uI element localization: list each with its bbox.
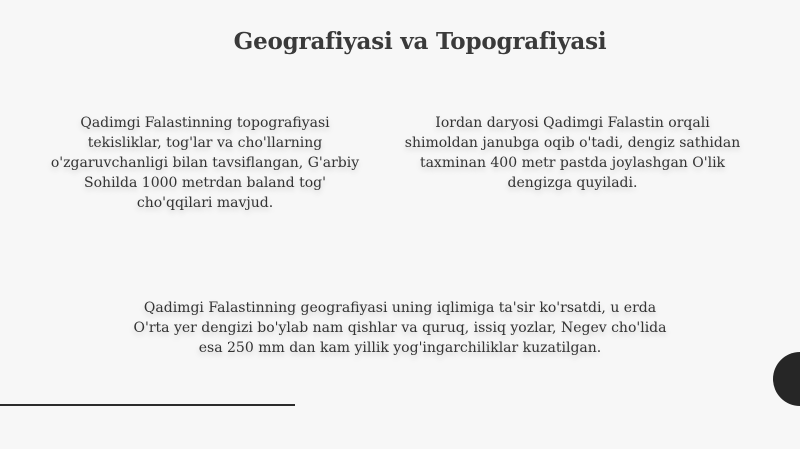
decorative-divider-line (0, 404, 295, 406)
slide-title: Geografiyasi va Topografiyasi (233, 28, 607, 55)
paragraph-topography: Qadimgi Falastinning topografiyasi tekisliklar, tog'lar va cho'llarning o'zgaruvchanligi bilan tavsiflangan, G'arbiy Sohilda 1000 metrdan baland tog' cho'qqilari mavjud. (50, 115, 360, 211)
paragraph-jordan-river: Iordan daryosi Qadimgi Falastin orqali shimoldan janubga oqib o'tadi, dengiz sathidan taxminan 400 metr pastda joylashgan O'lik dengizga quyiladi. (404, 115, 741, 191)
decorative-circle (773, 352, 800, 406)
paragraph-climate: Qadimgi Falastinning geografiyasi uning iqlimiga ta'sir ko'rsatdi, u erda O'rta yer dengizi bo'ylab nam qishlar va quruq, issiq yozlar, Negev cho'lida esa 250 mm dan kam yillik yog'ingarchiliklar kuzatilgan. (133, 300, 667, 356)
